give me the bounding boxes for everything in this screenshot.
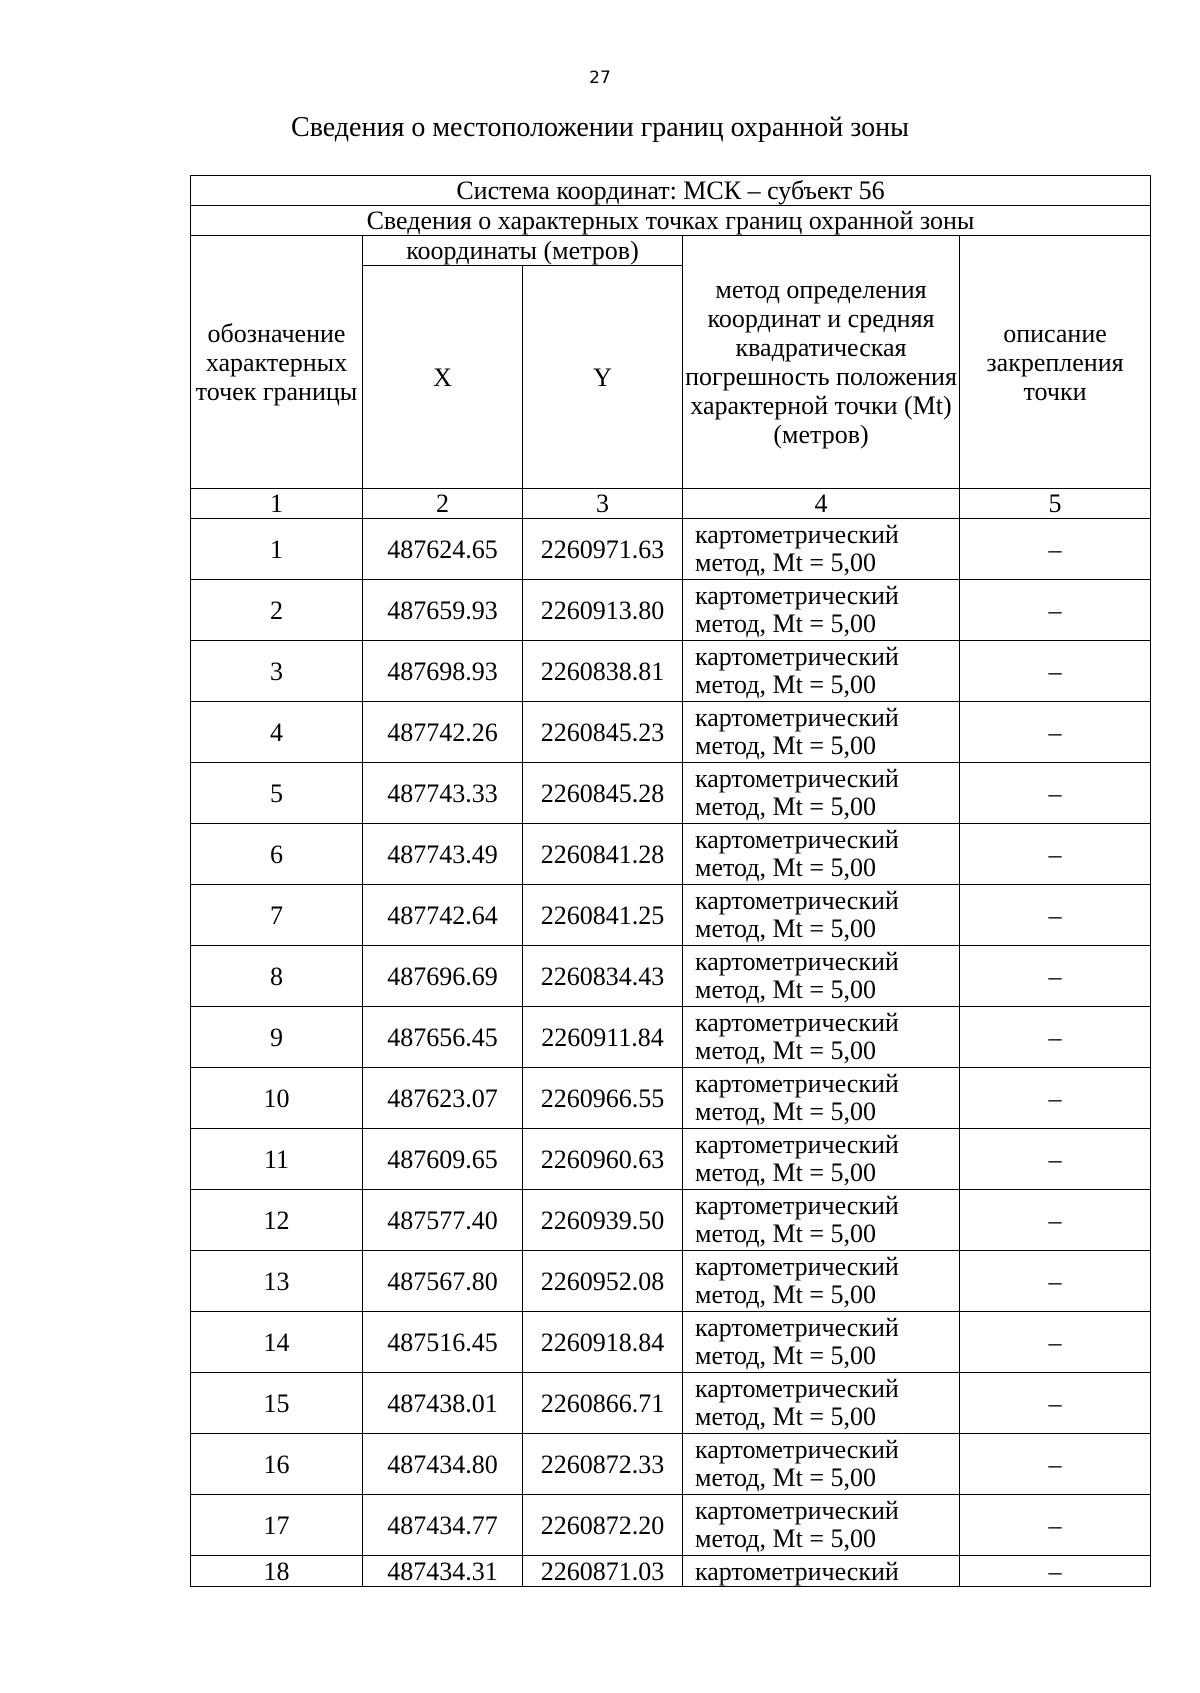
- method-accuracy: метод, Mt = 5,00: [695, 731, 876, 760]
- header-method: метод определения координат и средняя квадратическая погрешность положения характерной точки (Mt) (метров): [683, 236, 960, 489]
- method-accuracy: метод, Mt = 5,00: [695, 609, 876, 638]
- point-number-cell: 16: [191, 1434, 363, 1495]
- table-row: [191, 885, 1151, 946]
- x-coordinate-cell: 487438.01: [363, 1373, 523, 1434]
- coordinate-system-cell: Система координат: МСК – субъект 56: [191, 176, 1151, 206]
- description-cell: –: [960, 580, 1151, 641]
- method-name: картометрический: [695, 1252, 899, 1281]
- description-cell: –: [960, 1312, 1151, 1373]
- description-cell: –: [960, 702, 1151, 763]
- method-cell: [683, 763, 960, 824]
- point-number-cell: 8: [191, 946, 363, 1007]
- method-accuracy: метод, Mt = 5,00: [695, 548, 876, 577]
- table-row: [191, 1556, 1151, 1587]
- method-name: картометрический: [695, 1435, 899, 1464]
- method-accuracy: метод, Mt = 5,00: [695, 670, 876, 699]
- method-cell: [683, 1373, 960, 1434]
- x-coordinate-cell: 487624.65: [363, 519, 523, 580]
- y-coordinate-cell: 2260913.80: [523, 580, 683, 641]
- table-row: [191, 1190, 1151, 1251]
- x-coordinate-cell: 487567.80: [363, 1251, 523, 1312]
- x-coordinate-cell: 487609.65: [363, 1129, 523, 1190]
- y-coordinate-cell: 2260871.03: [523, 1556, 683, 1587]
- x-coordinate-cell: 487434.31: [363, 1556, 523, 1587]
- x-coordinate-cell: 487659.93: [363, 580, 523, 641]
- table-row: [191, 580, 1151, 641]
- method-name: картометрический: [695, 1191, 899, 1220]
- method-name: картометрический: [695, 886, 899, 915]
- method-cell: [683, 1251, 960, 1312]
- method-name: картометрический: [695, 1496, 899, 1525]
- point-number-cell: 4: [191, 702, 363, 763]
- table-row: [191, 1434, 1151, 1495]
- y-coordinate-cell: 2260952.08: [523, 1251, 683, 1312]
- column-number: 3: [523, 489, 683, 519]
- y-coordinate-cell: 2260838.81: [523, 641, 683, 702]
- y-coordinate-cell: 2260872.33: [523, 1434, 683, 1495]
- point-number-cell: 5: [191, 763, 363, 824]
- method-accuracy: метод, Mt = 5,00: [695, 1097, 876, 1126]
- description-cell: –: [960, 1190, 1151, 1251]
- table-row: [191, 641, 1151, 702]
- header-row: [191, 236, 1151, 266]
- description-cell: –: [960, 1129, 1151, 1190]
- method-accuracy: метод, Mt = 5,00: [695, 1341, 876, 1370]
- method-accuracy: метод, Mt = 5,00: [695, 1219, 876, 1248]
- method-name: картометрический: [695, 703, 899, 732]
- header-x: X: [363, 266, 523, 489]
- point-number-cell: 9: [191, 1007, 363, 1068]
- table-row: [191, 946, 1151, 1007]
- method-cell: [683, 519, 960, 580]
- y-coordinate-cell: 2260834.43: [523, 946, 683, 1007]
- point-number-cell: 1: [191, 519, 363, 580]
- x-coordinate-cell: 487516.45: [363, 1312, 523, 1373]
- method-accuracy: метод, Mt = 5,00: [695, 1280, 876, 1309]
- method-name: картометрический: [695, 581, 899, 610]
- method-cell: [683, 824, 960, 885]
- point-number-cell: 7: [191, 885, 363, 946]
- method-accuracy: метод, Mt = 5,00: [695, 1036, 876, 1065]
- x-coordinate-cell: 487623.07: [363, 1068, 523, 1129]
- description-cell: –: [960, 1373, 1151, 1434]
- x-coordinate-cell: 487743.33: [363, 763, 523, 824]
- method-name: картометрический: [695, 1313, 899, 1342]
- point-number-cell: 17: [191, 1495, 363, 1556]
- x-coordinate-cell: 487696.69: [363, 946, 523, 1007]
- table-row: [191, 1373, 1151, 1434]
- table-row: [191, 1495, 1151, 1556]
- method-cell: [683, 702, 960, 763]
- x-coordinate-cell: 487742.64: [363, 885, 523, 946]
- header-coordinates: координаты (метров): [363, 236, 683, 266]
- method-name: картометрический: [695, 764, 899, 793]
- table-row: [191, 1007, 1151, 1068]
- point-number-cell: 14: [191, 1312, 363, 1373]
- method-name: картометрический: [695, 1374, 899, 1403]
- description-cell: –: [960, 946, 1151, 1007]
- header-point-designation: обозначение характерных точек границы: [191, 236, 363, 489]
- x-coordinate-cell: 487577.40: [363, 1190, 523, 1251]
- column-number: 5: [960, 489, 1151, 519]
- page-number: 27: [589, 68, 611, 88]
- method-cell: [683, 1495, 960, 1556]
- point-number-cell: 13: [191, 1251, 363, 1312]
- description-cell: –: [960, 1007, 1151, 1068]
- description-cell: –: [960, 885, 1151, 946]
- method-cell: картометрический: [683, 1556, 960, 1587]
- method-accuracy: метод, Mt = 5,00: [695, 1463, 876, 1492]
- points-info-row: [191, 206, 1151, 236]
- x-coordinate-cell: 487434.80: [363, 1434, 523, 1495]
- method-cell: [683, 1007, 960, 1068]
- method-cell: [683, 885, 960, 946]
- x-coordinate-cell: 487656.45: [363, 1007, 523, 1068]
- point-number-cell: 12: [191, 1190, 363, 1251]
- description-cell: –: [960, 519, 1151, 580]
- header-description: описание закрепления точки: [960, 236, 1151, 489]
- method-cell: [683, 641, 960, 702]
- y-coordinate-cell: 2260939.50: [523, 1190, 683, 1251]
- point-number-cell: 11: [191, 1129, 363, 1190]
- method-accuracy: метод, Mt = 5,00: [695, 853, 876, 882]
- column-number: 2: [363, 489, 523, 519]
- method-accuracy: метод, Mt = 5,00: [695, 975, 876, 1004]
- method-name: картометрический: [695, 1069, 899, 1098]
- point-number-cell: 15: [191, 1373, 363, 1434]
- y-coordinate-cell: 2260911.84: [523, 1007, 683, 1068]
- table-row: [191, 1068, 1151, 1129]
- table-row: [191, 763, 1151, 824]
- method-accuracy: метод, Mt = 5,00: [695, 914, 876, 943]
- column-number: 4: [683, 489, 960, 519]
- table-row: [191, 1251, 1151, 1312]
- method-accuracy: метод, Mt = 5,00: [695, 1158, 876, 1187]
- point-number-cell: 2: [191, 580, 363, 641]
- point-number-cell: 6: [191, 824, 363, 885]
- point-number-cell: 10: [191, 1068, 363, 1129]
- method-accuracy: метод, Mt = 5,00: [695, 1524, 876, 1553]
- point-number-cell: 18: [191, 1556, 363, 1587]
- method-name: картометрический: [695, 1008, 899, 1037]
- header-y: Y: [523, 266, 683, 489]
- x-coordinate-cell: 487698.93: [363, 641, 523, 702]
- description-cell: –: [960, 1495, 1151, 1556]
- coordinates-table: [190, 175, 1151, 1587]
- point-number-cell: 3: [191, 641, 363, 702]
- method-name: картометрический: [695, 947, 899, 976]
- y-coordinate-cell: 2260918.84: [523, 1312, 683, 1373]
- method-cell: [683, 580, 960, 641]
- y-coordinate-cell: 2260872.20: [523, 1495, 683, 1556]
- method-cell: [683, 1190, 960, 1251]
- method-cell: [683, 1434, 960, 1495]
- table-row: [191, 1129, 1151, 1190]
- y-coordinate-cell: 2260841.25: [523, 885, 683, 946]
- y-coordinate-cell: 2260971.63: [523, 519, 683, 580]
- description-cell: –: [960, 1068, 1151, 1129]
- description-cell: –: [960, 1434, 1151, 1495]
- method-cell: [683, 1312, 960, 1373]
- method-name: картометрический: [695, 520, 899, 549]
- y-coordinate-cell: 2260845.28: [523, 763, 683, 824]
- table-row: [191, 824, 1151, 885]
- coordinate-system-row: [191, 176, 1151, 206]
- column-number-row: [191, 489, 1151, 519]
- table-row: [191, 519, 1151, 580]
- x-coordinate-cell: 487742.26: [363, 702, 523, 763]
- method-name: картометрический: [695, 825, 899, 854]
- description-cell: –: [960, 641, 1151, 702]
- page-title: Сведения о местоположении границ охранной зоны: [291, 112, 909, 143]
- description-cell: –: [960, 824, 1151, 885]
- points-info-cell: Сведения о характерных точках границ охранной зоны: [191, 206, 1151, 236]
- method-cell: [683, 1068, 960, 1129]
- description-cell: –: [960, 1556, 1151, 1587]
- method-name: картометрический: [695, 1130, 899, 1159]
- method-cell: [683, 946, 960, 1007]
- description-cell: –: [960, 1251, 1151, 1312]
- y-coordinate-cell: 2260866.71: [523, 1373, 683, 1434]
- y-coordinate-cell: 2260841.28: [523, 824, 683, 885]
- method-accuracy: метод, Mt = 5,00: [695, 1402, 876, 1431]
- method-cell: [683, 1129, 960, 1190]
- y-coordinate-cell: 2260960.63: [523, 1129, 683, 1190]
- y-coordinate-cell: 2260966.55: [523, 1068, 683, 1129]
- y-coordinate-cell: 2260845.23: [523, 702, 683, 763]
- table-row: [191, 1312, 1151, 1373]
- method-accuracy: метод, Mt = 5,00: [695, 792, 876, 821]
- x-coordinate-cell: 487434.77: [363, 1495, 523, 1556]
- description-cell: –: [960, 763, 1151, 824]
- x-coordinate-cell: 487743.49: [363, 824, 523, 885]
- method-name: картометрический: [695, 642, 899, 671]
- column-number: 1: [191, 489, 363, 519]
- table-row: [191, 702, 1151, 763]
